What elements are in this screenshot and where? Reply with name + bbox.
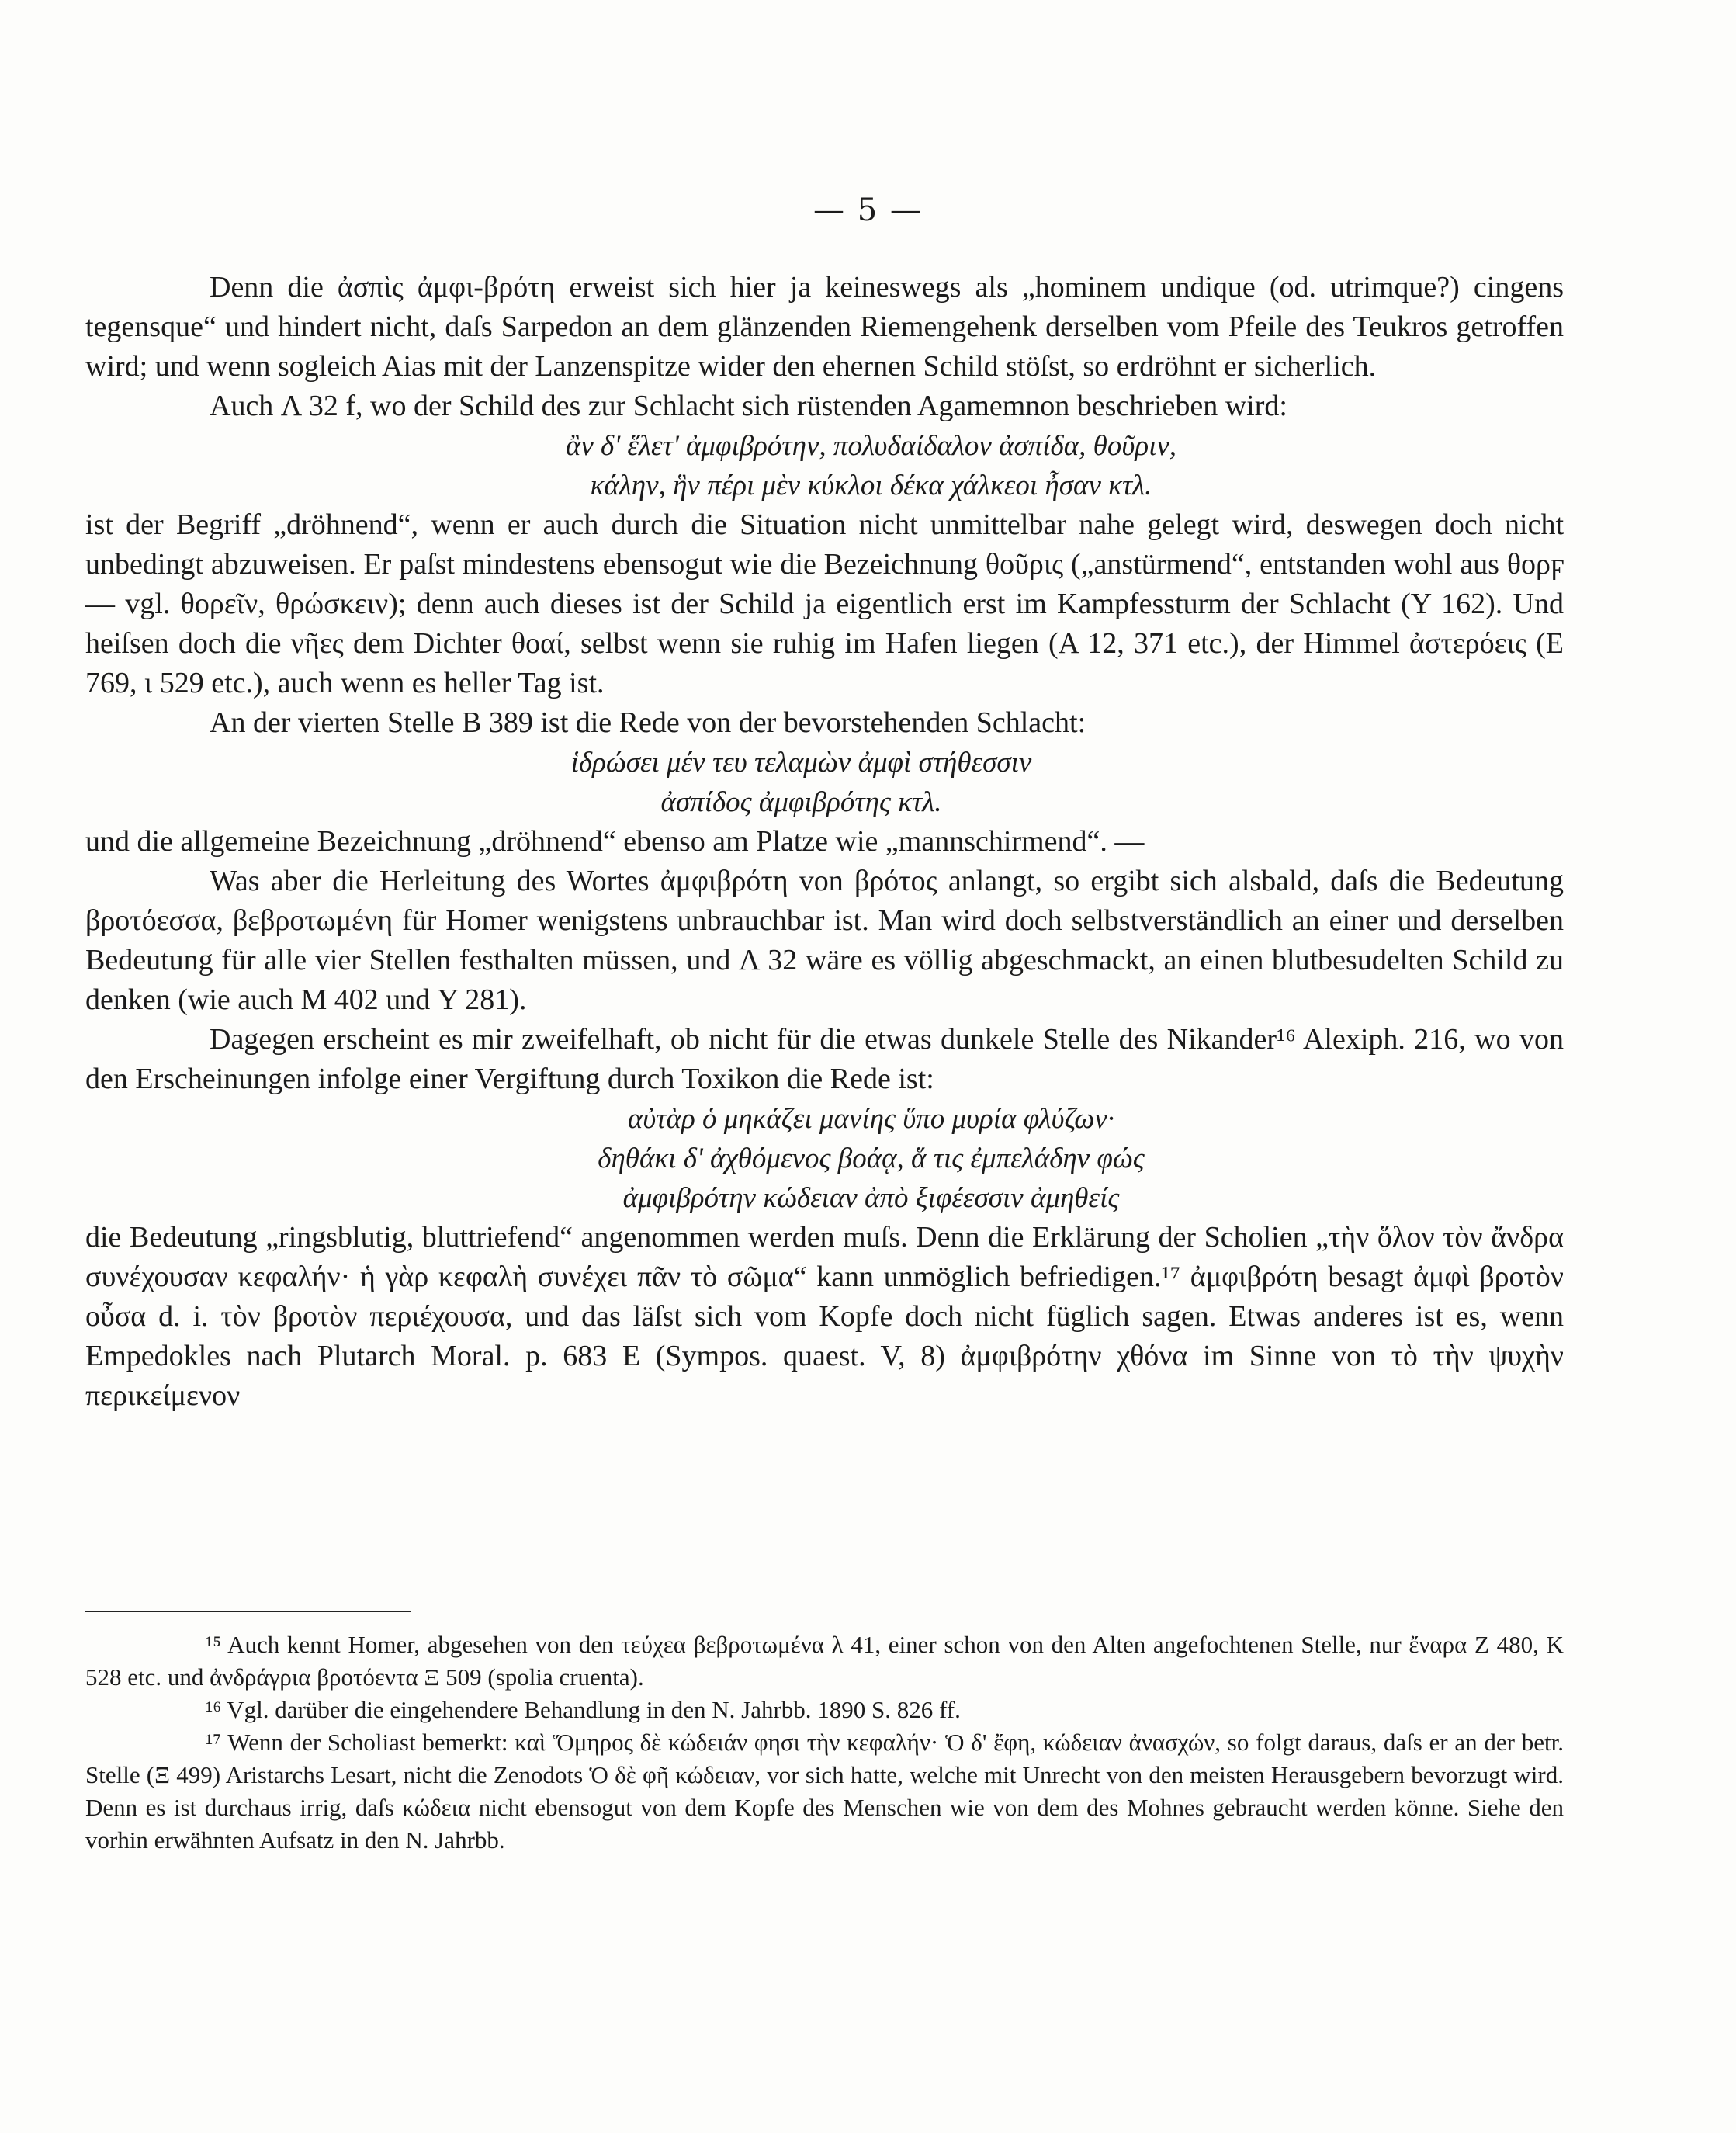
verse-quote-3b: δηθάκι δ' ἀχθόμενος βοάᾳ, ἅ τις ἐμπελάδην φώς — [598, 1143, 1145, 1174]
paragraph-3: ist der Begriff „dröhnend“, wenn er auch durch die Situation nicht unmittelbar nahe gelegt wird, deswegen doch nicht unbedingt abzuweisen. Er paſst mindestens ebensogut wie die Bezeichnung θοῦρις („anstürmend“, entstanden wohl aus θορϝ — vgl. θορεῖν, θρώσκειν); denn auch dieses ist der Schild ja eigentlich erst im Kampfessturm der Schlacht (Υ 162). Und heiſsen doch die νῆες dem Dichter θοαί, selbst wenn sie ruhig im Hafen liegen (Α 12, 371 etc.), der Himmel ἀστερόεις (Ε 769, ι 529 etc.), auch wenn es heller Tag ist. — [85, 508, 1564, 699]
paragraph-5: und die allgemeine Bezeichnung „dröhnend“ ebenso am Platze wie „mannschirmend“. — — [85, 825, 1145, 858]
verse-quote-2b: ἀσπίδος ἀμφιβρότης κτλ. — [660, 786, 942, 818]
verse-quote-3a: αὐτὰρ ὁ μηκάζει μανίης ὕπο μυρία φλύζων· — [627, 1103, 1115, 1135]
footnote-16: ¹⁶ Vgl. darüber die eingehendere Behandlung in den N. Jahrbb. 1890 S. 826 ff. — [206, 1696, 961, 1723]
footnote-17: ¹⁷ Wenn der Scholiast bemerkt: καὶ Ὅμηρος δὲ κώδειάν φησι τὴν κεφαλήν· Ὁ δ' ἔφη, κώδειαν ἀνασχών, so folgt daraus, daſs er an der betr. Stelle (Ξ 499) Aristarchs Lesart, nicht die Zenodots Ὁ δὲ φῆ κώδειαν, vor sich hatte, welche mit Unrecht von den meisten Herausgebern bevorzugt wird. Denn es ist durchaus irrig, daſs κώδεια nicht ebensogut von dem Kopfe des Menschen wie von dem des Mohnes gebraucht werden könne. Siehe den vorhin erwähnten Aufsatz in den N. Jahrbb. — [85, 1729, 1564, 1854]
footnotes — [85, 1628, 1564, 1857]
paragraph-1: Denn die ἀσπὶς ἀμφι-βρότη erweist sich hier ja keineswegs als „hominem undique (od. utrimque?) cingens tegensque“ und hindert nicht, daſs Sarpedon an dem glänzenden Riemengehenk derselben vom Pfeile des Teukros getroffen wird; und wenn sogleich Aias mit der Lanzenspitze wider den ehernen Schild stöſst, so erdröhnt er sicherlich. — [85, 271, 1564, 383]
verse-quote-2a: ἱδρώσει μέν τευ τελαμὼν ἀμφὶ στήθεσσιν — [570, 747, 1032, 779]
verse-quote-3c: ἀμφιβρότην κώδειαν ἀπὸ ξιφέεσσιν ἀμηθείς — [622, 1182, 1120, 1214]
paragraph-8: die Bedeutung „ringsblutig, bluttriefend“ angenommen werden muſs. Denn die Erklärung der Scholien „τὴν ὅλον τὸν ἄνδρα συνέχουσαν κεφαλήν· ἡ γὰρ κεφαλὴ συνέχει πᾶν τὸ σῶμα“ kann unmöglich befriedigen.¹⁷ ἀμφιβρότη besagt ἀμφὶ βροτὸν οὖσα d. i. τὸν βροτὸν περιέχουσα, und das läſst sich vom Kopfe doch nicht füglich sagen. Etwas anderes ist es, wenn Empedokles nach Plutarch Moral. p. 683 Ε (Sympos. quaest. V, 8) ἀμφιβρότην χθόνα im Sinne von τὸ τὴν ψυχὴν περικείμενον — [85, 1221, 1564, 1412]
footnote-divider — [85, 1611, 411, 1612]
paragraph-7: Dagegen erscheint es mir zweifelhaft, ob nicht für die etwas dunkele Stelle des Nikander¹⁶ Alexiph. 216, wo von den Erscheinungen infolge einer Vergiftung durch Toxikon die Rede ist: — [85, 1023, 1564, 1095]
footnote-15: ¹⁵ Auch kennt Homer, abgesehen von den τεύχεα βεβροτωμένα λ 41, einer schon von den Alten angefochtenen Stelle, nur ἔναρα Ζ 480, Κ 528 etc. und ἀνδράγρια βροτόεντα Ξ 509 (spolia cruenta). — [85, 1631, 1564, 1691]
page-number: — 5 — — [813, 192, 923, 228]
verse-quote-1a: ἂν δ' ἕλετ' ἀμφιβρότην, πολυδαίδαλον ἀσπίδα, θοῦριν, — [565, 430, 1177, 462]
paragraph-6: Was aber die Herleitung des Wortes ἀμφιβρότη von βρότος anlangt, so ergibt sich alsbald, daſs die Bedeutung βροτόεσσα, βεβροτωμένη für Homer wenigstens unbrauchbar ist. Man wird doch selbstverständlich an einer und derselben Bedeutung für alle vier Stellen festhalten müssen, und Λ 32 wäre es völlig abgeschmackt, an einen blutbesudelten Schild zu denken (wie auch Μ 402 und Υ 281). — [85, 865, 1564, 1016]
paragraph-2: Auch Λ 32 f, wo der Schild des zur Schlacht sich rüstenden Agamemnon beschrieben wird: — [210, 390, 1287, 422]
paragraph-4: An der vierten Stelle Β 389 ist die Rede von der bevorstehenden Schlacht: — [210, 706, 1086, 739]
verse-quote-1b: κάλην, ἣν πέρι μὲν κύκλοι δέκα χάλκεοι ἦσαν κτλ. — [590, 470, 1152, 501]
main-text — [85, 268, 1564, 1416]
